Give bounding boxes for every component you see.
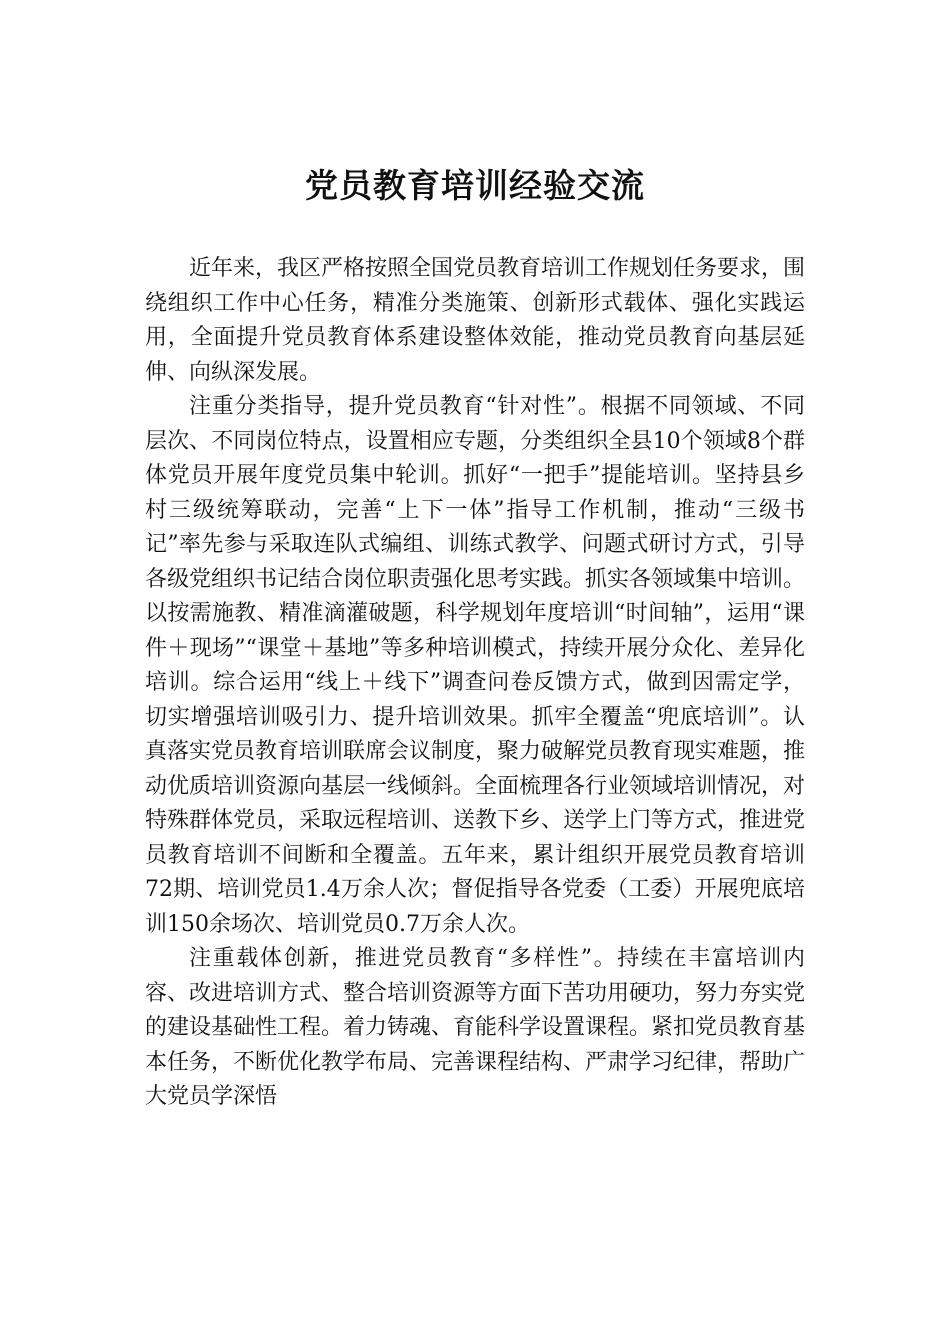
document-title: 党员教育培训经验交流 [305,166,645,205]
paragraph-classified-guidance: 注重分类指导，提升党员教育“针对性”。根据不同领域、不同层次、不同岗位特点，设置相应专题，分类组织全县10个领域8个群体党员开展年度党员集中轮训。抓好“一把手”提能培训。坚持县乡村三级统筹联动，完善“上下一体”指导工作机制，推动“三级书记”率先参与采取连队式编组、训练式教学、问题式研讨方式，引导各级党组织书记结合岗位职责强化思考实践。抓实各领域集中培训。以按需施教、精准滴灌破题，科学规划年度培训“时间轴”，运用“课件＋现场”“课堂＋基地”等多种培训模式，持续开展分众化、差异化培训。综合运用“线上＋线下”调查问卷反馈方式，做到因需定学，切实增强培训吸引力、提升培训效果。抓牢全覆盖“兜底培训”。认真落实党员教育培训联席会议制度，聚力破解党员教育现实难题，推动优质培训资源向基层一线倾斜。全面梳理各行业领域培训情况，对特殊群体党员，采取远程培训、送教下乡、送学上门等方式，推进党员教育培训不间断和全覆盖。五年来，累计组织开展党员教育培训72期、培训党员1.4万余人次；督促指导各党委（工委）开展兜底培训150余场次、培训党员0.7万余人次。 [145,394,806,937]
paragraph-carrier-innovation: 注重载体创新，推进党员教育“多样性”。持续在丰富培训内容、改进培训方式、整合培训资源等方面下苦功用硬功，努力夯实党的建设基础性工程。着力铸魂、育能科学设置课程。紧扣党员教育基本任务，不断优化教学布局、完善课程结构、严肃学习纪律，帮助广大党员学深悟 [145,946,806,1109]
document-body [145,252,805,1115]
paragraph-intro: 近年来，我区严格按照全国党员教育培训工作规划任务要求，围绕组织工作中心任务，精准分类施策、创新形式载体、强化实践运用，全面提升党员教育体系建设整体效能，推动党员教育向基层延伸、向纵深发展。 [145,256,806,385]
